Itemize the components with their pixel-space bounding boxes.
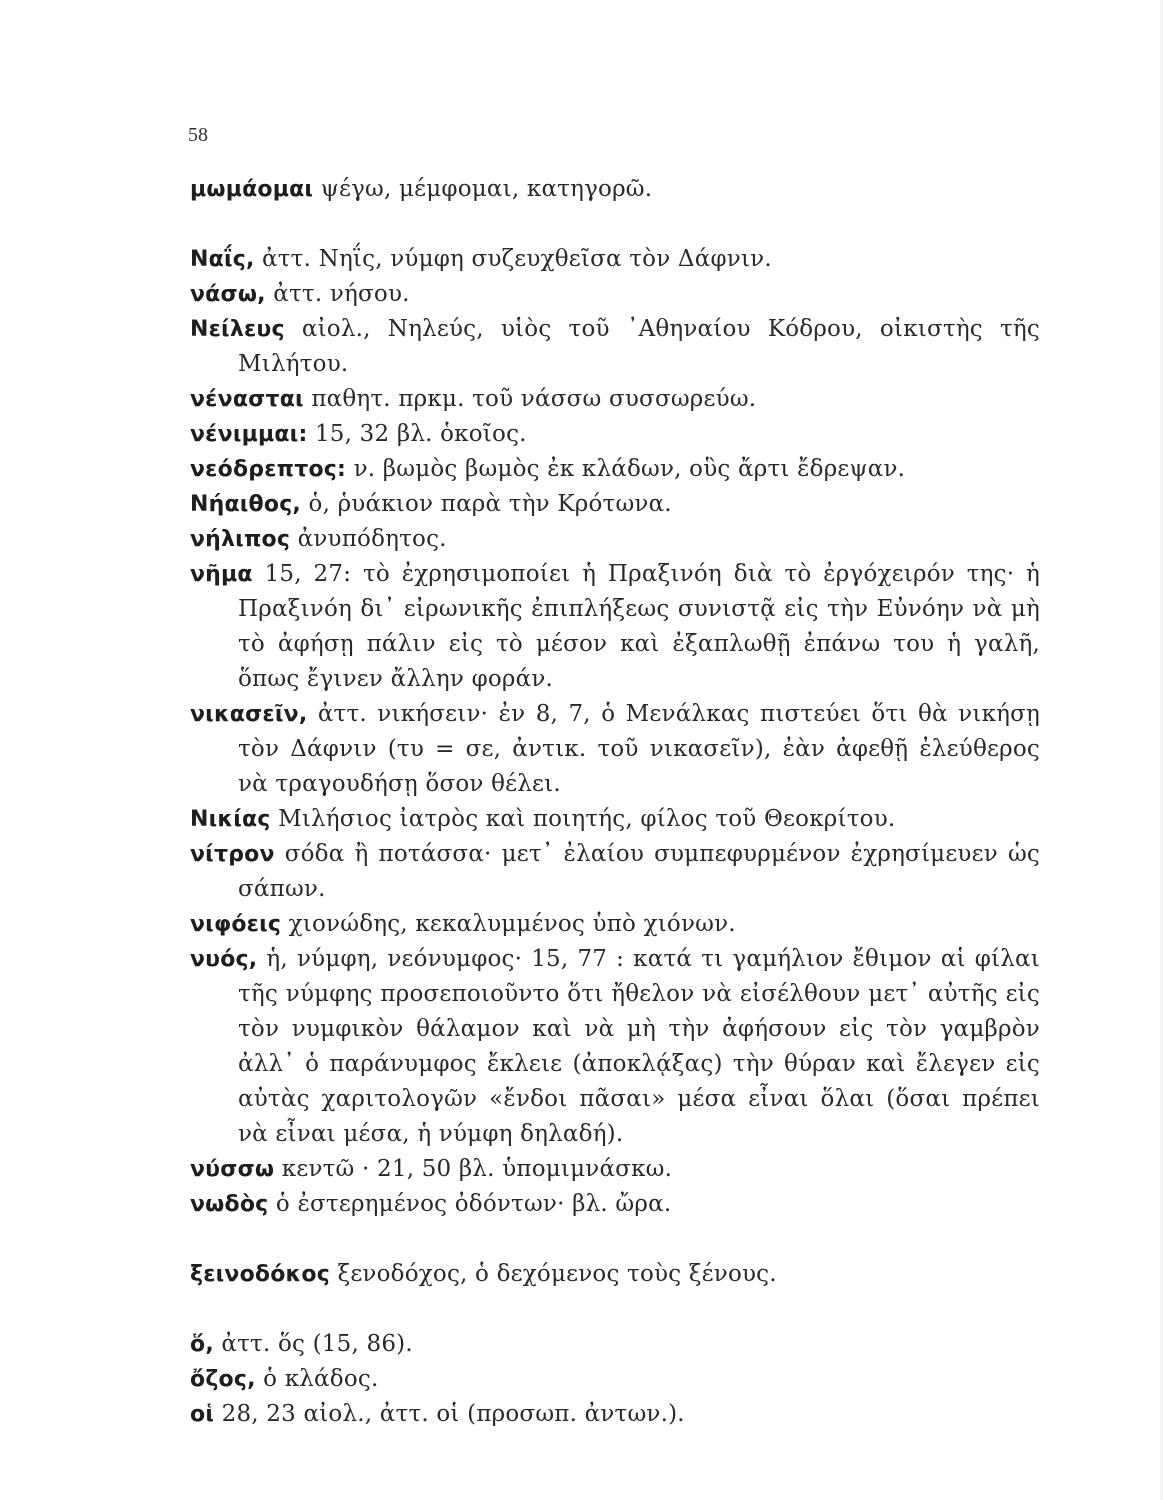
headword: νεόδρεπτος: — [190, 457, 347, 482]
definition: ἀττ. νήσου. — [273, 281, 410, 307]
definition: παθητ. πρκμ. τοῦ νάσσω συσσωρεύω. — [311, 386, 757, 412]
headword: Νήαιθος, — [190, 492, 301, 517]
headword: νικασεῖν, — [190, 702, 308, 727]
entry-nenastai — [190, 382, 1040, 417]
headword: νίτρον — [190, 842, 275, 867]
headword: οἱ — [190, 1402, 215, 1427]
entry-neileus — [190, 312, 1040, 382]
entry-neodreptos — [190, 452, 1040, 487]
definition: ἀνυπόδητος. — [297, 526, 447, 552]
definition: αἰολ., Νηλεύς, υἱὸς τοῦ ᾿Αθηναίου Κόδρου, οἰκιστὴς τῆς Μιλήτου. — [238, 316, 1040, 377]
definition: 15, 27: τὸ ἐχρησιμοποίει ἡ Πραξινόη διὰ τὸ ἐργόχειρόν της· ἡ Πραξινόη δι᾿ εἰρωνικῆς ἐπιπλήξεως συνιστᾷ εἰς τὴν Εὐνόην νὰ μὴ τὸ ἀφήσῃ πάλιν εἰς τὸ μέσον καὶ ἐξαπλωθῇ ἐπάνω του ἡ γαλῆ, ὅπως ἔγινεν ἄλλην φοράν. — [238, 561, 1040, 692]
entry-nodos — [190, 1187, 1040, 1222]
definition: ξενοδόχος, ὁ δεχόμενος τοὺς ξένους. — [337, 1261, 777, 1287]
dictionary-entries — [190, 172, 1040, 1432]
definition: κεντῶ · 21, 50 βλ. ὑπομιμνάσκω. — [281, 1156, 673, 1182]
entry-naso — [190, 277, 1040, 312]
entry-nelipos — [190, 522, 1040, 557]
headword: νήλιπος — [190, 527, 291, 552]
definition: ψέγω, μέμφομαι, κατηγορῶ. — [320, 176, 653, 202]
headword: νιφόεις — [190, 912, 282, 937]
entry-hoi — [190, 1397, 1040, 1432]
entry-nitron — [190, 837, 1040, 907]
definition: σόδα ἢ ποτάσσα· μετ᾿ ἐλαίου συμπεφυρμένον ἐχρησίμευεν ὡς σάπων. — [238, 841, 1040, 902]
definition: 15, 32 βλ. ὁκοῖος. — [314, 421, 527, 447]
entry-nenimmai — [190, 417, 1040, 452]
entry-nema — [190, 557, 1040, 697]
entry-ozos — [190, 1362, 1040, 1397]
definition: ὁ ἐστερημένος ὀδόντων· βλ. ὤρα. — [275, 1191, 672, 1217]
headword: νάσω, — [190, 282, 266, 307]
definition: ὁ, ῥυάκιον παρὰ τὴν Κρότωνα. — [308, 491, 672, 517]
definition: 28, 23 αἰολ., ἀττ. οἱ (προσωπ. ἀντων.). — [221, 1401, 685, 1427]
definition: ἀττ. ὅς (15, 86). — [221, 1331, 413, 1357]
headword: ξεινοδόκος — [190, 1262, 330, 1287]
headword: ὅ, — [190, 1332, 214, 1357]
entry-nysso — [190, 1152, 1040, 1187]
definition: ἡ, νύμφη, νεόνυμφος· 15, 77 : κατά τι γαμήλιον ἔθιμον αἱ φίλαι τῆς νύμφης προσεποιοῦντο ὅτι ἤθελον νὰ εἰσέλθουν μετ᾿ αὐτῆς εἰς τὸν νυμφικὸν θάλαμον καὶ νὰ μὴ τὴν ἀφήσουν εἰς τὸν γαμβρὸν ἀλλ᾿ ὁ παράνυμφος ἔκλειε (ἀποκλᾴξας) τὴν θύραν καὶ ἔλεγεν εἰς αὐτὰς χαριτολογῶν «ἔνδοι πᾶσαι» μέσα εἶναι ὅλαι (ὅσαι πρέπει νὰ εἶναι μέσα, ἡ νύμφη δηλαδή). — [238, 946, 1040, 1147]
headword: Ναΐς, — [190, 247, 255, 272]
definition: Μιλήσιος ἰατρὸς καὶ ποιητής, φίλος τοῦ Θεοκρίτου. — [278, 806, 896, 832]
headword: νωδὸς — [190, 1192, 269, 1217]
headword: νυός, — [190, 947, 258, 972]
entry-ho — [190, 1327, 1040, 1362]
entry-nikasein — [190, 697, 1040, 802]
definition: ν. βωμὸς βωμὸς ἐκ κλάδων, οὓς ἄρτι ἔδρεψαν. — [353, 456, 906, 482]
definition: ἀττ. Νηΐς, νύμφη συζευχθεῖσα τὸν Δάφνιν. — [262, 246, 772, 272]
definition: χιονώδης, κεκαλυμμένος ὑπὸ χιόνων. — [288, 911, 736, 937]
entry-nais — [190, 242, 1040, 277]
headword: νύσσω — [190, 1157, 275, 1182]
headword: Νικίας — [190, 807, 271, 832]
headword: νῆμα — [190, 562, 253, 587]
page-edge-shadow — [1159, 0, 1163, 1500]
headword: νένιμμαι: — [190, 422, 308, 447]
headword: Νείλευς — [190, 317, 285, 342]
entry-momaomai — [190, 172, 1040, 207]
entry-neaithos — [190, 487, 1040, 522]
entry-nyos — [190, 942, 1040, 1152]
entry-nipheis — [190, 907, 1040, 942]
headword: μωμάομαι — [190, 177, 314, 202]
definition: ἀττ. νικήσειν· ἐν 8, 7, ὁ Μενάλκας πιστεύει ὅτι θὰ νικήσῃ τὸν Δάφνιν (τυ = σε, ἀντικ. τοῦ νικασεῖν), ἐὰν ἀφεθῇ ἐλεύθερος νὰ τραγουδήσῃ ὅσον θέλει. — [238, 701, 1040, 797]
headword: νένασται — [190, 387, 304, 412]
entry-xeinodokos — [190, 1257, 1040, 1292]
entry-nikias — [190, 802, 1040, 837]
headword: ὄζος, — [190, 1367, 256, 1392]
definition: ὁ κλάδος. — [263, 1366, 379, 1392]
page-number: 58 — [188, 124, 208, 146]
